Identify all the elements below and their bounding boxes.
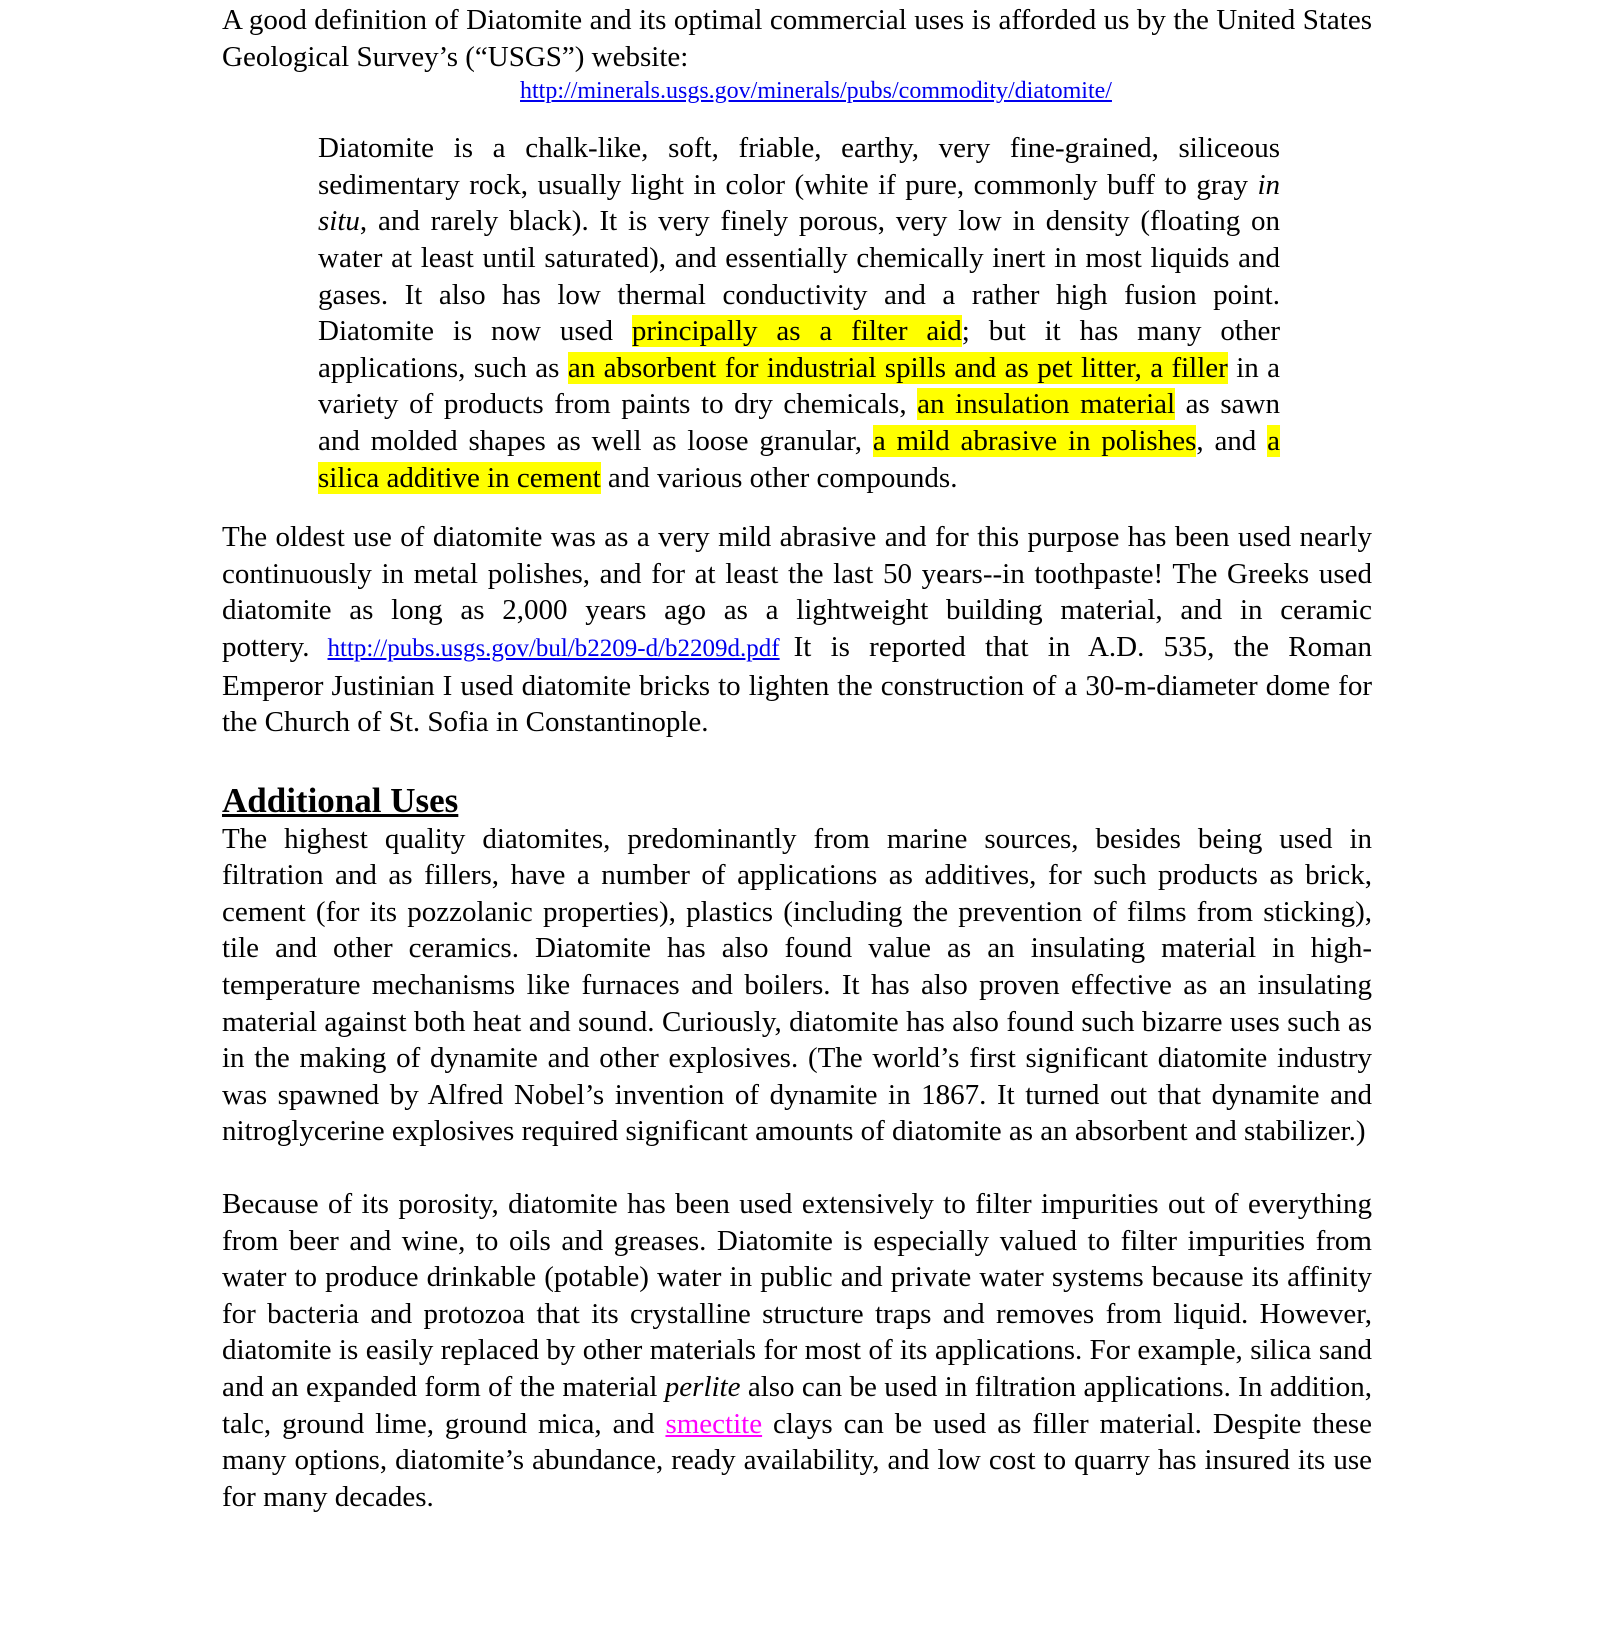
porosity-text-2: also can be used in filtration applications. In addition, talc, ground lime, ground mica, and bbox=[222, 1371, 1372, 1440]
usgs-diatomite-link[interactable]: http://minerals.usgs.gov/minerals/pubs/commodity/diatomite/ bbox=[520, 78, 1112, 105]
oldest-text-2: It is reported that in A.D. 535, the Roman Emperor Justinian I used diatomite bricks to lighten the construction of a 30-m-diameter dome for the Church of St. Sofia in Constantinople. bbox=[222, 630, 1372, 739]
quote-text-4: in a variety of products from paints to dry chemicals, bbox=[318, 351, 1281, 421]
quote-text-3: ; but it has many other applications, such as bbox=[318, 315, 1280, 384]
highlight-insulation: an insulation material bbox=[917, 388, 1176, 421]
quote-text-5: as sawn and molded shapes as well as loose granular, bbox=[318, 388, 1280, 457]
highlight-mild-abrasive: a mild abrasive in polishes bbox=[872, 424, 1197, 457]
usgs-url-line bbox=[222, 76, 1372, 106]
additional-uses-text: The highest quality diatomites, predominantly from marine sources, besides being used in filtration and as fillers, have a number of applications as additives, for such products as brick, cement (for its pozzolanic properties), plastics (including the prevention of films from sticking), tile and other ceramics. Diatomite has also found value as an insulating material in high-temperature mechanisms like furnaces and boilers. It has also proven effective as an insulating material against both heat and sound. Curiously, diatomite has also found such bizarre uses such as in the making of dynamite and other explosives. (The world’s first significant diatomite industry was spawned by Alfred Nobel’s invention of dynamite in 1867. It turned out that dynamite and nitroglycerine explosives required significant amounts of diatomite as an absorbent and stabilizer.) bbox=[222, 822, 1372, 1148]
smectite-link[interactable]: smectite bbox=[665, 1407, 763, 1440]
quote-text-2: , and rarely black). It is very finely porous, very low in density (floating on water at least until saturated), and essentially chemically inert in most liquids and gases. It also has low thermal conductivity and a rather high fusion point. Diatomite is now used bbox=[318, 205, 1280, 348]
quote-italic-in-situ: in situ bbox=[318, 168, 1280, 238]
usgs-quote bbox=[318, 130, 1280, 496]
quote-text-6: , and bbox=[1196, 424, 1268, 457]
porosity-italic-perlite: perlite bbox=[664, 1371, 741, 1403]
porosity-text-1: Because of its porosity, diatomite has been used extensively to filter impurities out of everything from beer and wine, to oils and greases. Diatomite is especially valued to filter impurities from water to produce drinkable (potable) water in public and private water systems because its affinity for bacteria and protozoa that its crystalline structure traps and removes from liquid. However, diatomite is easily replaced by other materials for most of its applications. For example, silica sand and an expanded form of the material bbox=[222, 1188, 1372, 1403]
highlight-absorbent-filler: an absorbent for industrial spills and as pet litter, a filler bbox=[567, 351, 1228, 384]
quote-text-1: Diatomite is a chalk-like, soft, friable, earthy, very fine-grained, siliceous sedimentary rock, usually light in color (white if pure, commonly buff to gray bbox=[318, 132, 1280, 201]
usgs-bulletin-link[interactable]: http://pubs.usgs.gov/bul/b2209-d/b2209d.pdf bbox=[327, 634, 780, 662]
porosity-paragraph bbox=[222, 1186, 1372, 1515]
highlight-silica-additive: a silica additive in cement bbox=[318, 424, 1280, 494]
document-page bbox=[222, 2, 1372, 1515]
porosity-text-3: clays can be used as filler material. Despite these many options, diatomite’s abundance, ready availability, and low cost to quarry has insured its use for many decades. bbox=[222, 1407, 1373, 1513]
additional-uses-heading: Additional Uses bbox=[222, 780, 459, 820]
quote-paragraph bbox=[318, 130, 1280, 496]
intro-paragraph bbox=[222, 2, 1372, 75]
highlight-filter-aid: principally as a filter aid bbox=[631, 315, 962, 348]
intro-text: A good definition of Diatomite and its optimal commercial uses is afforded us by the United States Geological Survey’s (“USGS”) website: bbox=[222, 4, 1372, 73]
oldest-use-paragraph bbox=[222, 519, 1372, 741]
oldest-text-1: The oldest use of diatomite was as a very mild abrasive and for this purpose has been used nearly continuously in metal polishes, and for at least the last 50 years--in toothpaste! The Greeks used diatomite as long as 2,000 years ago as a lightweight building material, and in ceramic pottery. bbox=[222, 521, 1372, 663]
quote-text-7: and various other compounds. bbox=[600, 461, 958, 494]
additional-uses-paragraph bbox=[222, 821, 1372, 1150]
